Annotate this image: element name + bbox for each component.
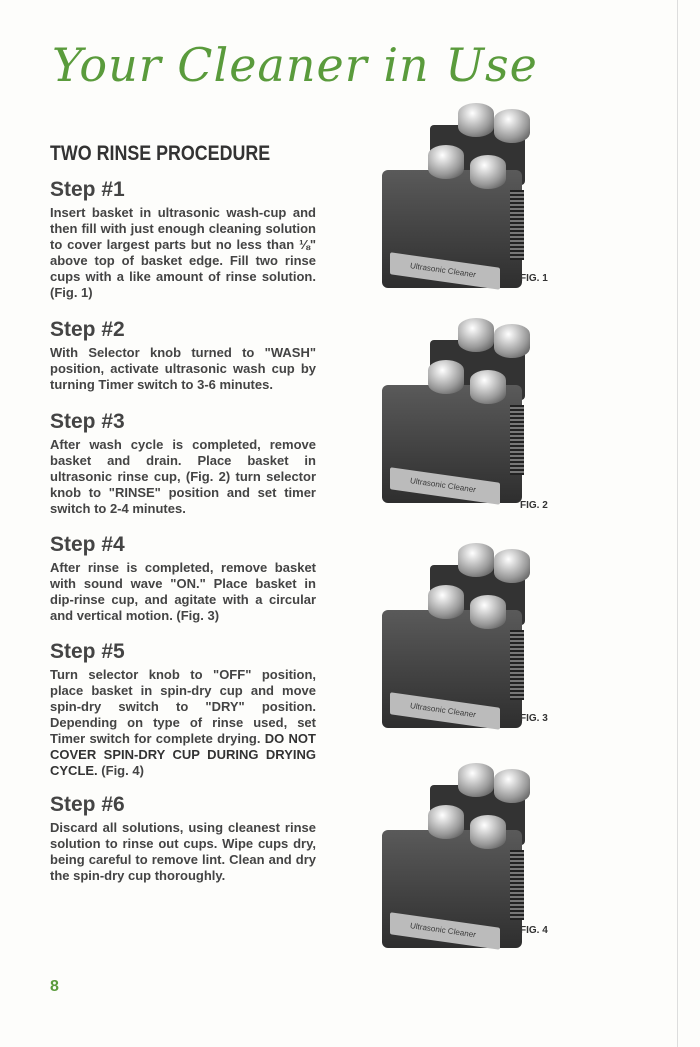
section-heading: TWO RINSE PROCEDURE [50, 142, 271, 165]
step-2 [50, 318, 316, 393]
step-text: After rinse is completed, remove basket with sound wave "ON." Place basket in dip-rinse cup, and agitate with a circular and vertical motion. (Fig. 3) [50, 560, 316, 623]
spin-dry-cup [470, 815, 506, 849]
figure-label: FIG. 1 [520, 273, 548, 284]
step-text: Insert basket in ultrasonic wash-cup and then fill with just enough cleaning solution to cover largest parts but no less than ⅛" above top of basket edge. Fill two rinse cups with a like amount of rinse solution. (Fig. 1) [50, 205, 316, 300]
spin-dry-cup [470, 595, 506, 629]
wash-cup [428, 585, 464, 619]
rinse-cup [458, 103, 494, 137]
wash-cup [428, 145, 464, 179]
vent-grille [510, 630, 524, 700]
figure-label: FIG. 4 [520, 925, 548, 936]
brand-label: Ultrasonic Cleaner [410, 261, 476, 280]
step-text: With Selector knob turned to "WASH" position, activate ultrasonic wash cup by turning Timer switch to 3-6 minutes. [50, 345, 316, 392]
rinse-cup [458, 763, 494, 797]
wash-cup [428, 805, 464, 839]
step-5 [50, 640, 316, 779]
rinse-cup [458, 318, 494, 352]
cleaner-figure-3 [370, 535, 530, 735]
step-4 [50, 533, 316, 624]
figure-label: FIG. 3 [520, 713, 548, 724]
vent-grille [510, 850, 524, 920]
page-number: 8 [50, 978, 59, 995]
step-1 [50, 178, 316, 301]
rinse-cup [458, 543, 494, 577]
step-text: Discard all solutions, using cleanest rinse solution to rinse out cups. Wipe cups dry, being careful to remove lint. Clean and dry the spin-dry cup thoroughly. [50, 820, 316, 883]
cleaner-figure-1 [370, 95, 530, 295]
cleaner-figure-4 [370, 755, 530, 955]
step-title: Step #1 [50, 178, 125, 201]
brand-label: Ultrasonic Cleaner [410, 921, 476, 940]
cleaner-figure-2 [370, 310, 530, 510]
step-fig-ref: (Fig. 4) [101, 763, 144, 778]
page-title: Your Cleaner in Use [52, 38, 538, 92]
step-warning: DO NOT COVER SPIN-DRY CUP DURING DRYING CYCLE. [50, 731, 316, 778]
rinse-cup [494, 769, 530, 803]
step-title: Step #5 [50, 640, 125, 663]
rinse-cup [494, 324, 530, 358]
rinse-cup [494, 109, 530, 143]
step-title: Step #6 [50, 793, 125, 816]
vent-grille [510, 190, 524, 260]
step-text: After wash cycle is completed, remove basket and drain. Place basket in ultrasonic rinse cup, (Fig. 2) turn selector knob to "RINSE" position and set timer switch to 2-4 minutes. [50, 437, 316, 516]
wash-cup [428, 360, 464, 394]
brand-label: Ultrasonic Cleaner [410, 476, 476, 495]
step-3 [50, 410, 316, 517]
step-title: Step #2 [50, 318, 125, 341]
step-text-main: Turn selector knob to "OFF" position, place basket in spin-dry cup and move spin-dry switch to "DRY" position. Depending on type of rinse used, set Timer switch for complete drying. [50, 667, 316, 746]
page-edge [677, 0, 678, 1047]
spin-dry-cup [470, 370, 506, 404]
rinse-cup [494, 549, 530, 583]
vent-grille [510, 405, 524, 475]
step-title: Step #3 [50, 410, 125, 433]
step-6 [50, 793, 316, 884]
brand-label: Ultrasonic Cleaner [410, 701, 476, 720]
spin-dry-cup [470, 155, 506, 189]
step-text [50, 667, 316, 779]
step-title: Step #4 [50, 533, 125, 556]
figure-label: FIG. 2 [520, 500, 548, 511]
